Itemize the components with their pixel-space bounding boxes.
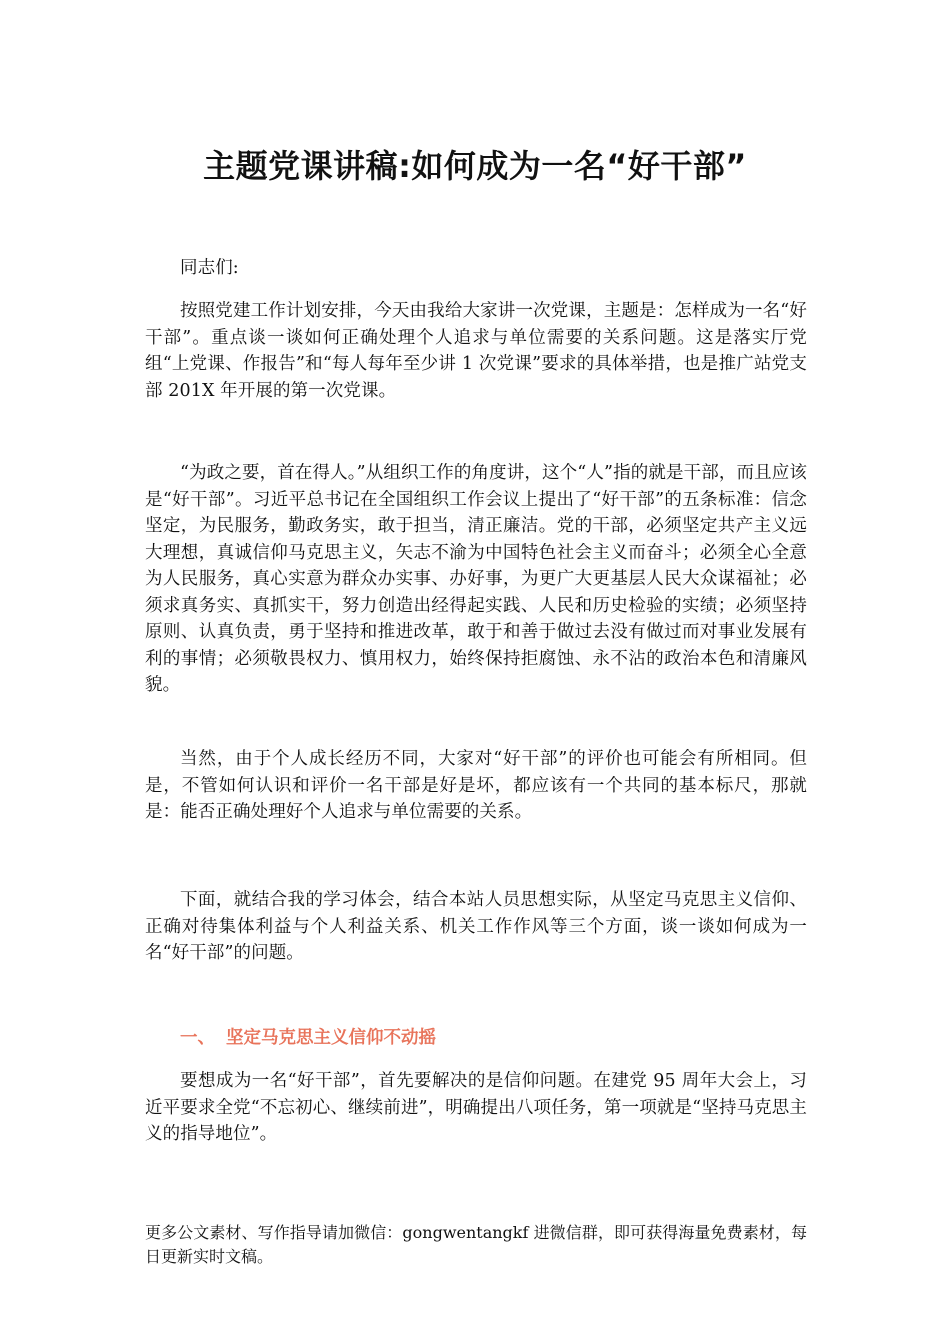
- section-heading-1: [180, 1025, 436, 1051]
- paragraph-standards: “为政之要，首在得人。”从组织工作的角度讲，这个“人”指的就是干部，而且应该是“好干部”。习近平总书记在全国组织工作会议上提出了“好干部”的五条标准：信念坚定，为民服务，勤政务实，敢于担当，清正廉洁。党的干部，必须坚定共产主义远大理想，真诚信仰马克思主义，矢志不渝为中国特色社会主义而奋斗；必须全心全意为人民服务，真心实意为群众办实事、办好事，为更广大更基层人民大众谋福祉；必须求真务实、真抓实干，努力创造出经得起实践、人民和历史检验的实绩；必须坚持原则、认真负责，勇于坚持和推进改革，敢于和善于做过去没有做过而对事业发展有利的事情；必须敬畏权力、慎用权力，始终保持拒腐蚀、永不沾的政治本色和清廉风貌。: [145, 463, 807, 695]
- paragraph-intro: 按照党建工作计划安排，今天由我给大家讲一次党课，主题是：怎样成为一名“好干部”。重点谈一谈如何正确处理个人追求与单位需要的关系问题。这是落实厅党组“上党课、作报告”和“每人每年至少讲 1 次党课”要求的具体举措，也是推广站党支部 201X 年开展的第一次党课。: [145, 301, 807, 401]
- greeting: 同志们:: [180, 258, 239, 278]
- document-title: 主题党课讲稿:如何成为一名“好干部”: [203, 147, 747, 185]
- paragraph-criteria: 当然，由于个人成长经历不同，大家对“好干部”的评价也可能会有所相同。但是，不管如何认识和评价一名干部是好是坏，都应该有一个共同的基本标尺，那就是：能否正确处理好个人追求与单位需要的关系。: [145, 749, 807, 822]
- footer-note: 更多公文素材、写作指导请加微信：gongwentangkf 进微信群，即可获得海量免费素材，每日更新实时文稿。: [145, 1223, 807, 1266]
- paragraph-section-1: 要想成为一名“好干部”，首先要解决的是信仰问题。在建党 95 周年大会上，习近平要求全党“不忘初心、继续前进”，明确提出八项任务，第一项就是“坚持马克思主义的指导地位”。: [145, 1071, 807, 1144]
- section-number: 一、: [180, 1028, 215, 1048]
- paragraph-outline: 下面，就结合我的学习体会，结合本站人员思想实际，从坚定马克思主义信仰、正确对待集体利益与个人利益关系、机关工作作风等三个方面，谈一谈如何成为一名“好干部”的问题。: [145, 890, 807, 963]
- section-heading-text: 坚定马克思主义信仰不动摇: [226, 1028, 436, 1048]
